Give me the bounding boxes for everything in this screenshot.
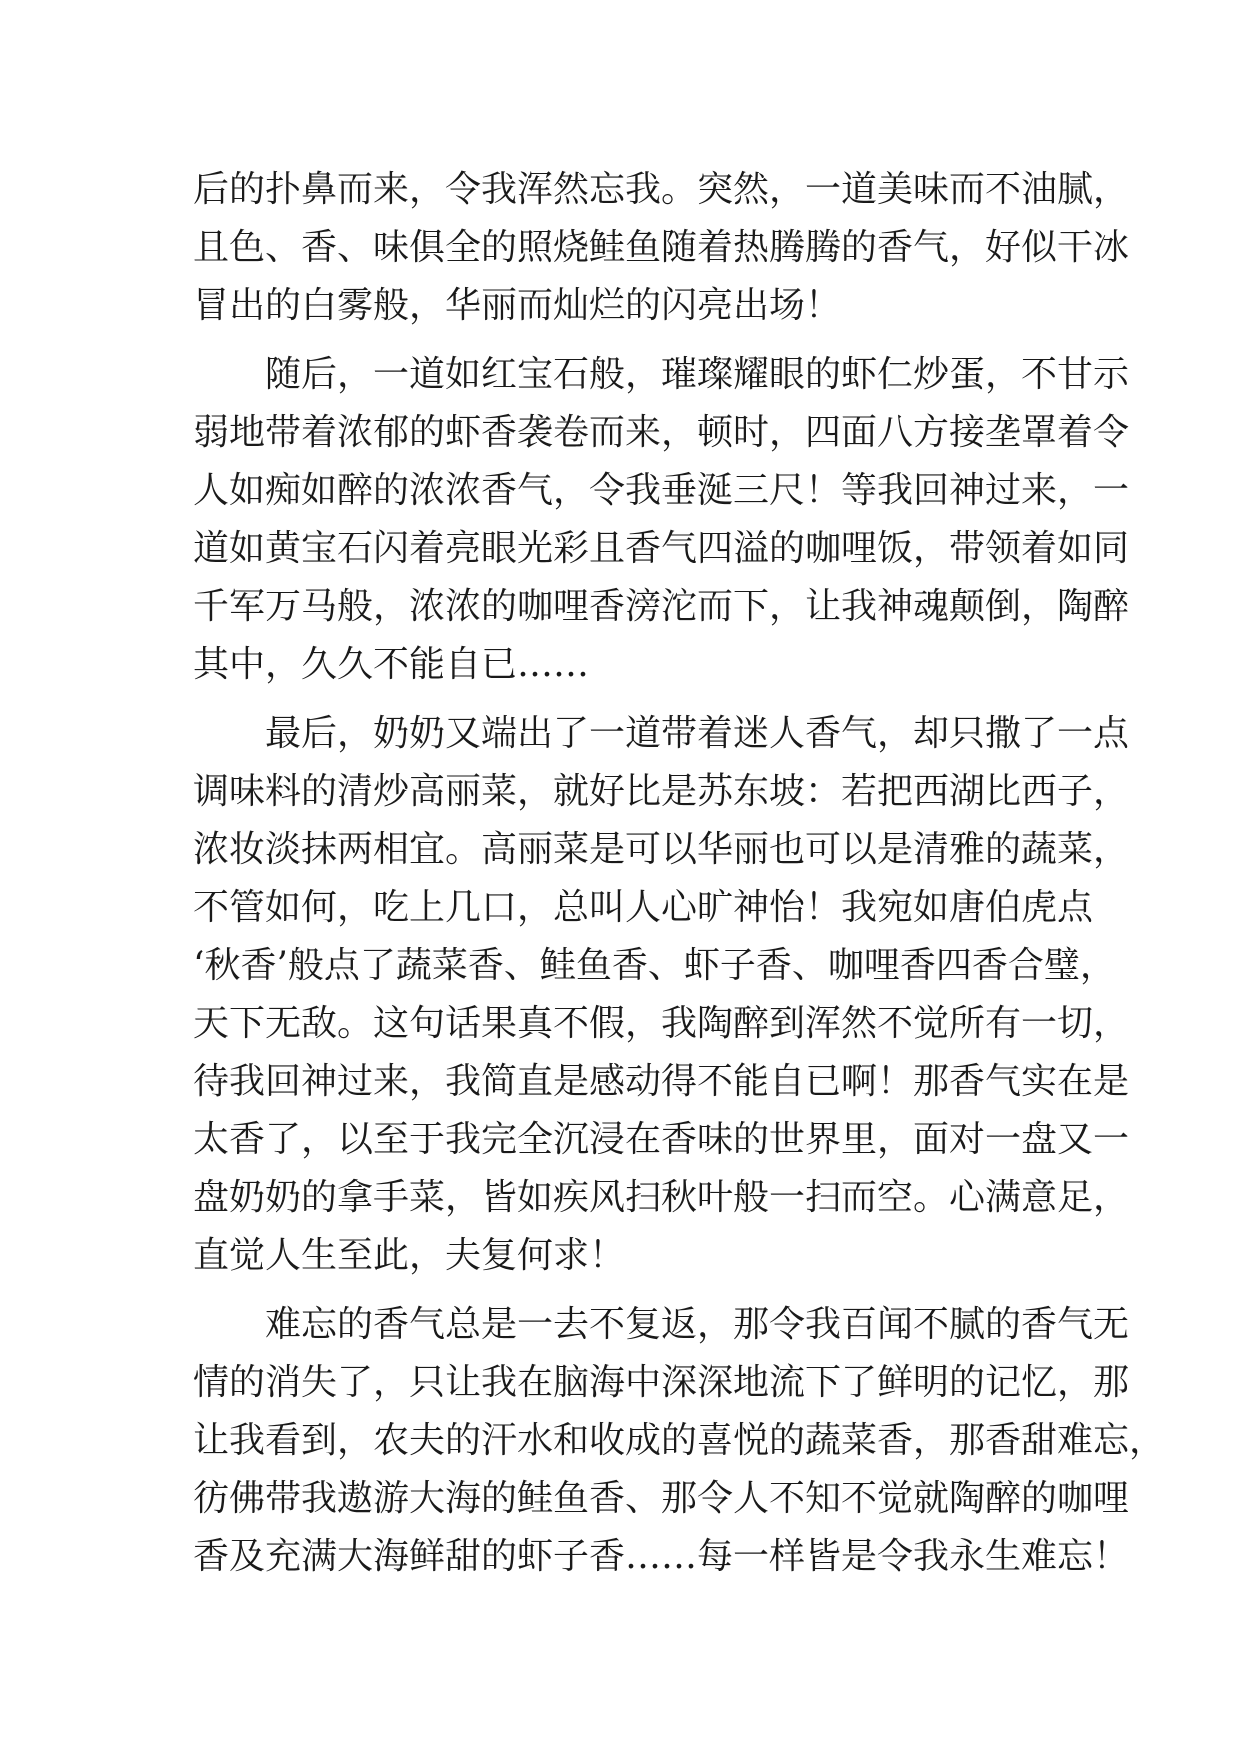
text-line: ‘秋香’般点了蔬菜香、鲑鱼香、虾子香、咖哩香四香合璧， bbox=[193, 945, 1116, 986]
text-line: 彷佛带我遨游大海的鲑鱼香、那令人不知不觉就陶醉的咖哩 bbox=[193, 1478, 1130, 1519]
text-line: 情的消失了，只让我在脑海中深深地流下了鲜明的记忆，那 bbox=[193, 1362, 1130, 1403]
text-line: 天下无敌。这句话果真不假，我陶醉到浑然不觉所有一切， bbox=[193, 1003, 1130, 1044]
paragraph-2 bbox=[193, 346, 1130, 694]
text-line: 不管如何，吃上几口，总叫人心旷神怡！我宛如唐伯虎点 bbox=[193, 887, 1094, 928]
text-line: 难忘的香气总是一去不复返，那令我百闻不腻的香气无 bbox=[265, 1304, 1130, 1345]
text-line: 千军万马般，浓浓的咖哩香滂沱而下，让我神魂颠倒，陶醉 bbox=[193, 586, 1130, 627]
text-line: 调味料的清炒高丽菜，就好比是苏东坡：若把西湖比西子， bbox=[193, 771, 1130, 812]
text-line: 盘奶奶的拿手菜，皆如疾风扫秋叶般一扫而空。心满意足， bbox=[193, 1177, 1130, 1218]
text-line: 冒出的白雾般，华丽而灿烂的闪亮出场！ bbox=[193, 285, 842, 326]
paragraph-gap bbox=[193, 1285, 1073, 1296]
article-body bbox=[193, 161, 1166, 1586]
text-line: 最后，奶奶又端出了一道带着迷人香气，却只撒了一点 bbox=[265, 713, 1130, 754]
text-line: 弱地带着浓郁的虾香袭卷而来，顿时，四面八方接垄罩着令 bbox=[193, 412, 1130, 453]
text-line: 让我看到，农夫的汗水和收成的喜悦的蔬菜香，那香甜难忘， bbox=[193, 1420, 1166, 1461]
text-line: 香及充满大海鲜甜的虾子香……每一样皆是令我永生难忘！ bbox=[193, 1536, 1130, 1577]
text-line: 浓妆淡抹两相宜。高丽菜是可以华丽也可以是清雅的蔬菜， bbox=[193, 829, 1130, 870]
text-line: 人如痴如醉的浓浓香气，令我垂涎三尺！等我回神过来，一 bbox=[193, 470, 1130, 511]
text-line: 待我回神过来，我简直是感动得不能自已啊！那香气实在是 bbox=[193, 1061, 1130, 1102]
text-line: 且色、香、味俱全的照烧鲑鱼随着热腾腾的香气，好似干冰 bbox=[193, 227, 1130, 268]
text-line: 直觉人生至此，夫复何求！ bbox=[193, 1235, 626, 1276]
paragraph-gap bbox=[193, 335, 1073, 346]
text-line: 道如黄宝石闪着亮眼光彩且香气四溢的咖哩饭，带领着如同 bbox=[193, 528, 1130, 569]
text-line: 太香了，以至于我完全沉浸在香味的世界里，面对一盘又一 bbox=[193, 1119, 1130, 1160]
text-line: 后的扑鼻而来，令我浑然忘我。突然，一道美味而不油腻， bbox=[193, 169, 1130, 210]
text-line: 随后，一道如红宝石般，璀璨耀眼的虾仁炒蛋，不甘示 bbox=[265, 354, 1130, 395]
paragraph-3 bbox=[193, 705, 1130, 1285]
paragraph-1 bbox=[193, 161, 1130, 335]
paragraph-4 bbox=[193, 1296, 1166, 1586]
paragraph-gap bbox=[193, 694, 1073, 705]
text-line: 其中，久久不能自已…… bbox=[193, 644, 590, 685]
